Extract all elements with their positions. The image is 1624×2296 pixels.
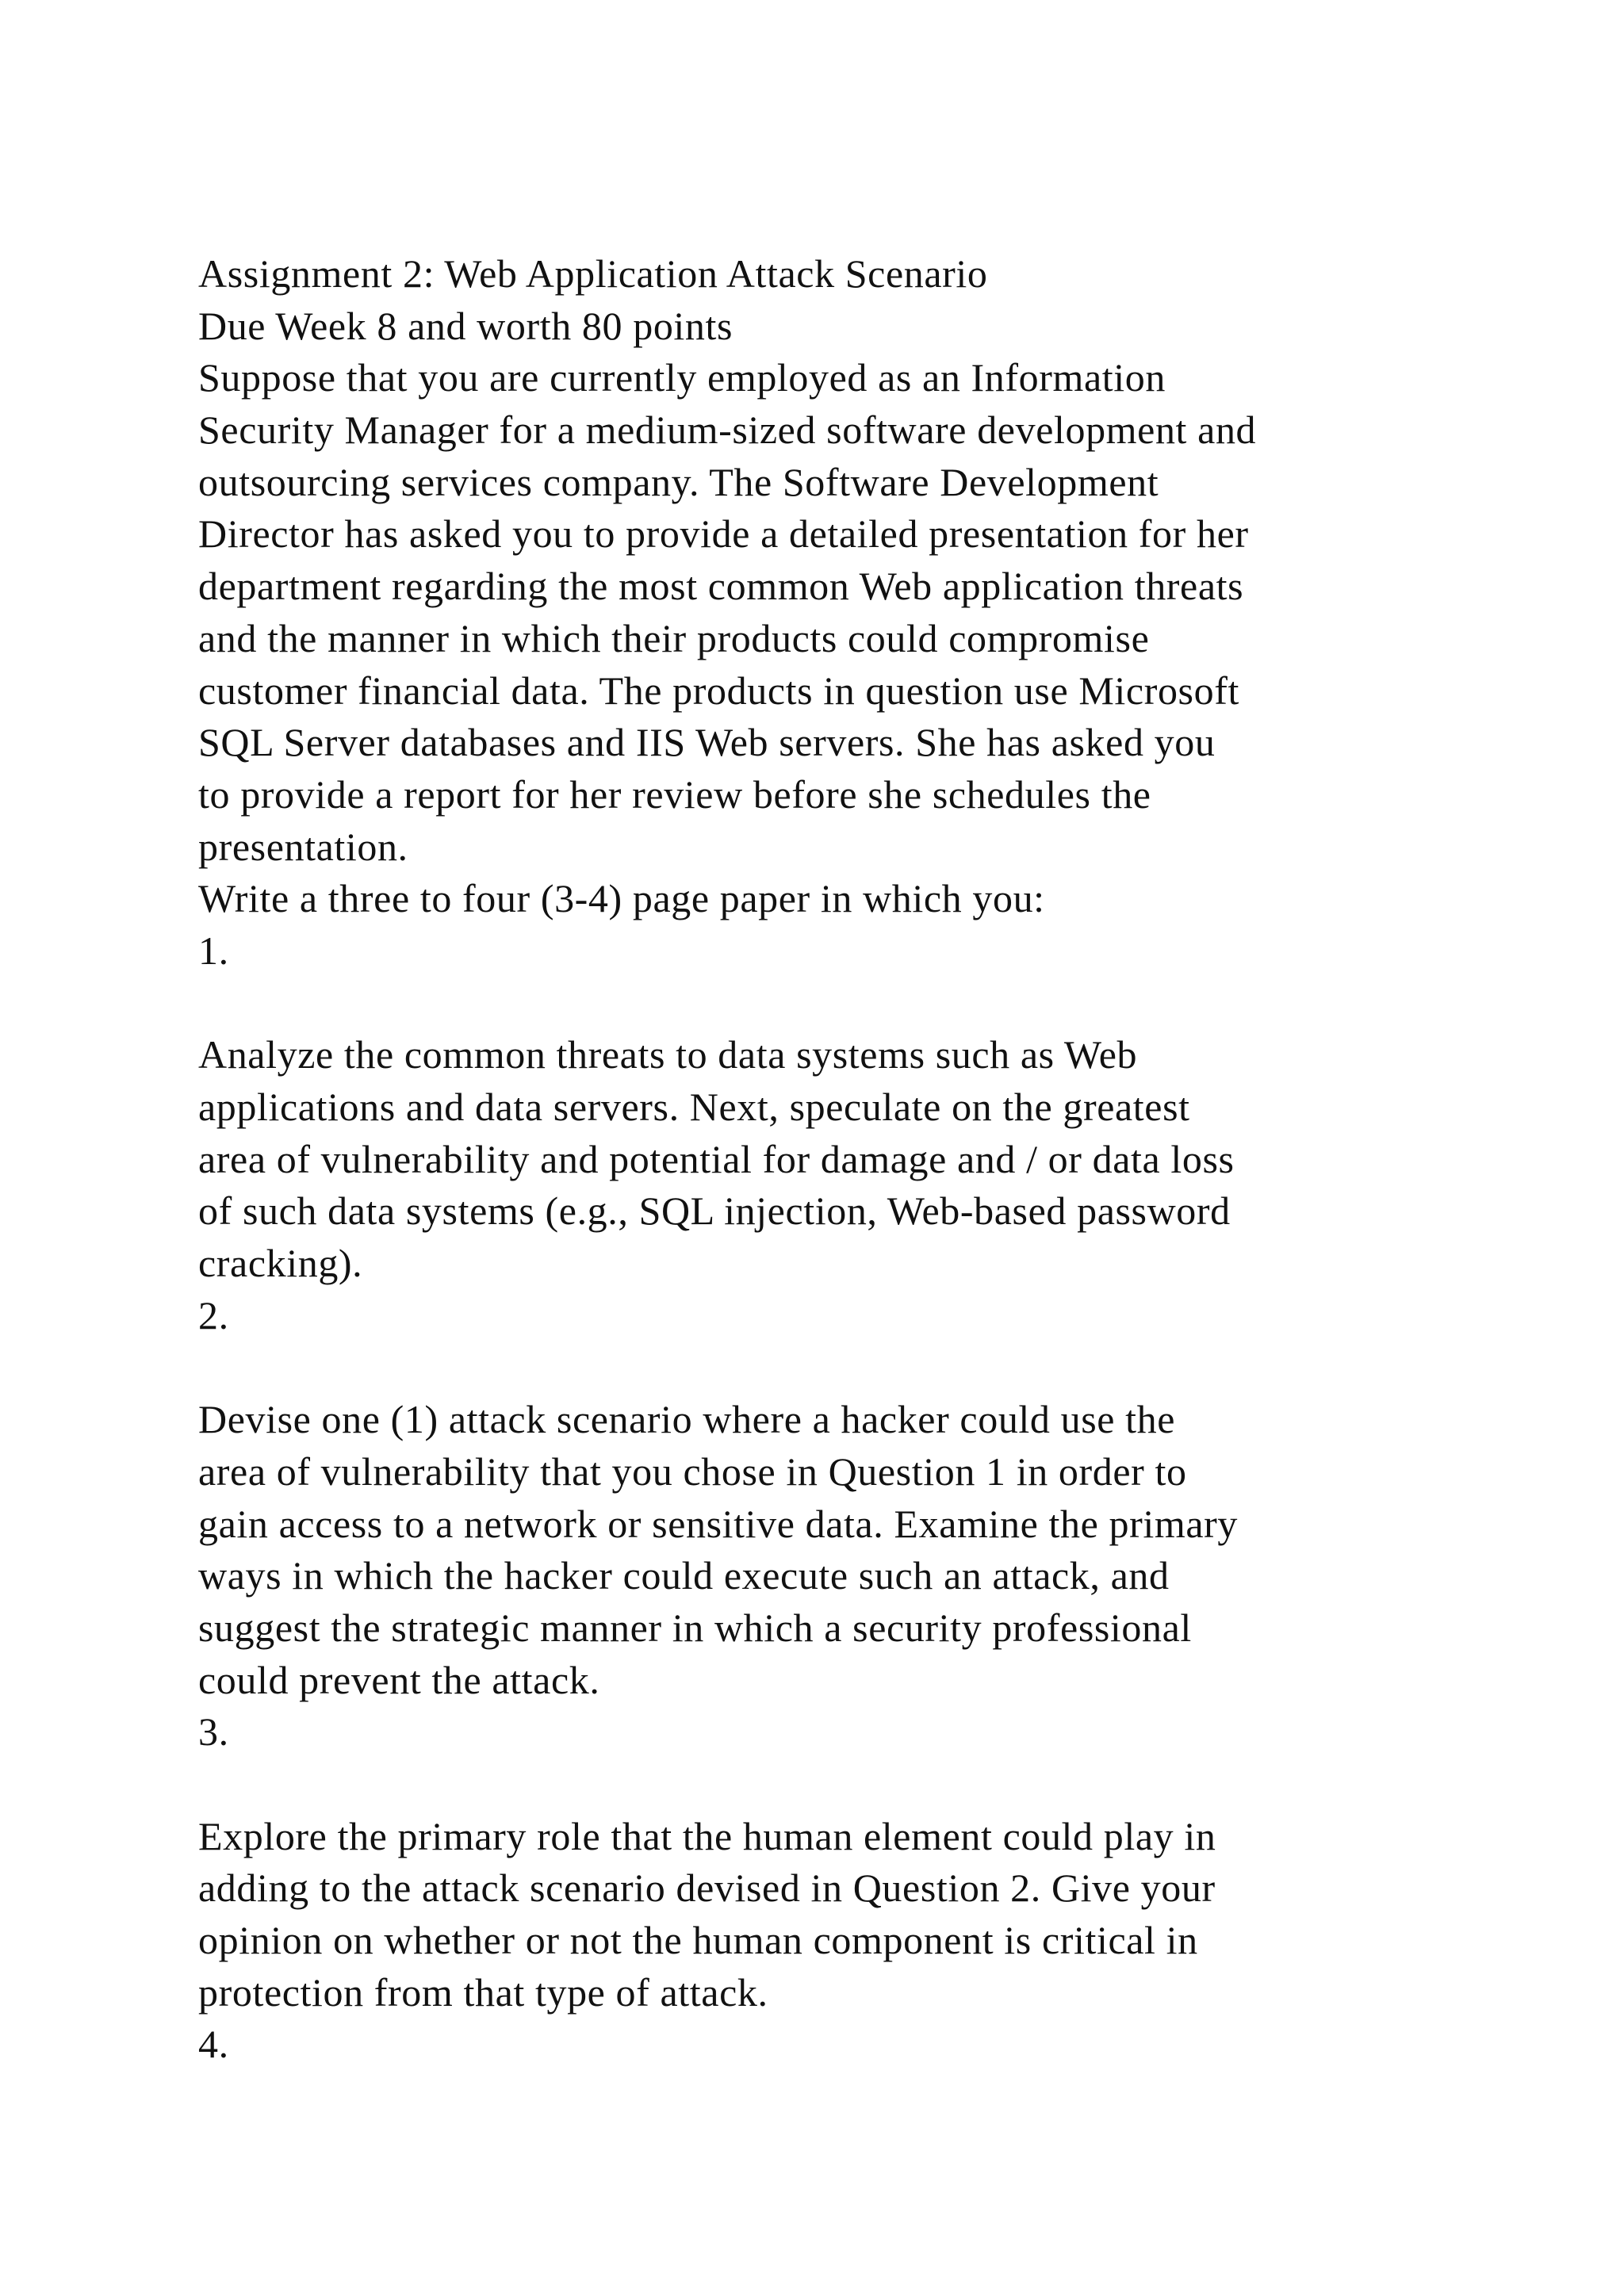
instruction-line: Write a three to four (3-4) page paper in which you: — [198, 876, 1045, 921]
item-line: protection from that type of attack. — [198, 1969, 768, 2015]
list-item — [198, 925, 1546, 1290]
item-number: 4. — [198, 2022, 229, 2067]
intro-line: and the manner in which their products could compromise — [198, 615, 1150, 660]
intro-paragraph — [198, 352, 1546, 873]
list-item — [198, 2019, 1546, 2071]
list-item — [198, 1290, 1546, 1707]
intro-line: presentation. — [198, 824, 408, 869]
document-title: Assignment 2: Web Application Attack Scenario — [198, 251, 988, 296]
intro-line: Director has asked you to provide a detailed presentation for her — [198, 511, 1249, 557]
intro-line: department regarding the most common Web application threats — [198, 564, 1244, 609]
intro-line: Suppose that you are currently employed as an Information — [198, 355, 1166, 400]
due-line: Due Week 8 and worth 80 points — [198, 303, 733, 348]
list-item — [198, 1706, 1546, 2019]
item-line: ways in which the hacker could execute such an attack, and — [198, 1553, 1170, 1598]
item-number: 2. — [198, 1292, 229, 1337]
blank-line — [198, 1758, 1546, 1811]
intro-line: Security Manager for a medium-sized software development and — [198, 408, 1257, 453]
item-line: Devise one (1) attack scenario where a hacker could use the — [198, 1397, 1176, 1442]
item-line: area of vulnerability that you chose in Question 1 in order to — [198, 1448, 1187, 1494]
item-number: 1. — [198, 928, 229, 973]
item-line: Explore the primary role that the human element could play in — [198, 1813, 1216, 1858]
intro-line: SQL Server databases and IIS Web servers. She has asked you — [198, 720, 1216, 765]
intro-line: outsourcing services company. The Software Development — [198, 459, 1159, 504]
item-line: Analyze the common threats to data systems such as Web — [198, 1032, 1138, 1077]
item-line: cracking). — [198, 1241, 363, 1286]
blank-line — [198, 978, 1546, 1030]
item-line: gain access to a network or sensitive data. Examine the primary — [198, 1501, 1238, 1546]
item-line: opinion on whether or not the human component is critical in — [198, 1918, 1198, 1962]
item-line: of such data systems (e.g., SQL injection, Web-based password — [198, 1188, 1231, 1234]
item-line: applications and data servers. Next, speculate on the greatest — [198, 1085, 1190, 1129]
item-number: 3. — [198, 1709, 229, 1755]
blank-line — [198, 1341, 1546, 1394]
item-line: could prevent the attack. — [198, 1657, 600, 1702]
intro-line: to provide a report for her review before she schedules the — [198, 771, 1151, 817]
item-line: adding to the attack scenario devised in Question 2. Give your — [198, 1866, 1216, 1911]
item-line: area of vulnerability and potential for damage and / or data loss — [198, 1136, 1235, 1181]
intro-line: customer financial data. The products in question use Microsoft — [198, 668, 1239, 713]
document-body — [198, 248, 1546, 2071]
item-line: suggest the strategic manner in which a security professional — [198, 1605, 1192, 1650]
